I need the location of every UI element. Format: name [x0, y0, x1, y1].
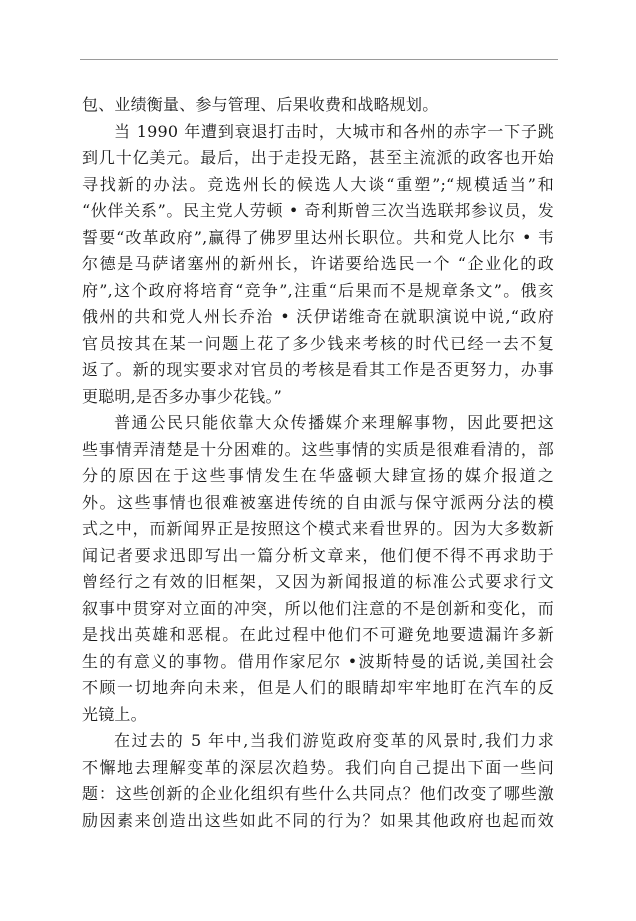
text-line: 不懈地去理解变革的深层次趋势。我们向自己提出下面一些问	[82, 757, 554, 777]
text-line: 外。这些事情也很难被塞进传统的自由派与保守派两分法的模	[82, 492, 554, 512]
header-rule	[80, 59, 558, 60]
text-line: 到几十亿美元。最后，出于走投无路，甚至主流派的政客也开始	[82, 148, 554, 167]
text-line: 普通公民只能依靠大众传播媒介来理解事物，因此要把这	[114, 413, 554, 432]
text-line: 闻记者要求迅即写出一篇分析文章来，他们便不得不再求助于	[82, 545, 554, 565]
text-line: 光镜上。	[82, 704, 147, 724]
text-line: 俄州的共和党人州长乔治 • 沃伊诺维奇在就职演说中说,“政府	[82, 307, 554, 326]
text-line: 誓要“改革政府”,赢得了佛罗里达州长职位。共和党人比尔 • 韦	[82, 227, 554, 247]
text-line: 在过去的 5 年中,当我们游览政府变革的风景时,我们力求	[114, 731, 554, 750]
text-line: 尔德是马萨诸塞州的新州长，许诺要给选民一个 “企业化的政	[82, 254, 554, 273]
text-line: 励因素来创造出这些如此不同的行为？如果其他政府也起而效	[82, 810, 554, 830]
text-line: 分的原因在于这些事情发生在华盛顿大肆宣扬的媒介报道之	[82, 466, 554, 485]
text-line: 官员按其在某一问题上花了多少钱来考核的时代已经一去不复	[82, 333, 554, 353]
text-line: 更聪明,是否多办事少花钱。”	[82, 386, 283, 406]
text-line: 寻找新的办法。竞选州长的候选人大谈“重塑”;“规模适当”和	[82, 174, 554, 194]
text-line: 叙事中贯穿对立面的冲突，所以他们注意的不是创新和变化，而	[82, 598, 554, 618]
text-line: 府”,这个政府将培育“竞争”,注重“后果而不是规章条文”。俄亥	[82, 280, 554, 300]
text-line: 曾经行之有效的旧框架，又因为新闻报道的标准公式要求行文	[82, 572, 554, 591]
text-line: 当 1990 年遭到衰退打击时，大城市和各州的赤字一下子跳	[114, 121, 554, 141]
text-line: 包、业绩衡量、参与管理、后果收费和战略规划。	[82, 95, 439, 114]
text-line: 式之中，而新闻界正是按照这个模式来看世界的。因为大多数新	[82, 519, 554, 538]
text-line: “伙伴关系”。民主党人劳顿 • 奇利斯曾三次当选联邦参议员，发	[82, 201, 554, 220]
text-line: 返了。新的现实要求对官员的考核是看其工作是否更努力，办事	[82, 360, 554, 379]
text-line: 题：这些创新的企业化组织有些什么共同点？他们改变了哪些激	[82, 784, 554, 803]
text-line: 生的有意义的事物。借用作家尼尔 •波斯特曼的话说,美国社会	[82, 651, 554, 671]
text-line: 不顾一切地奔向未来，但是人们的眼睛却牢牢地盯在汽车的反	[82, 678, 554, 697]
text-line: 些事情弄清楚是十分困难的。这些事情的实质是很难看清的，部	[82, 439, 554, 459]
text-line: 是找出英雄和恶棍。在此过程中他们不可避免地要遗漏许多新	[82, 625, 554, 644]
body-text	[82, 92, 554, 834]
